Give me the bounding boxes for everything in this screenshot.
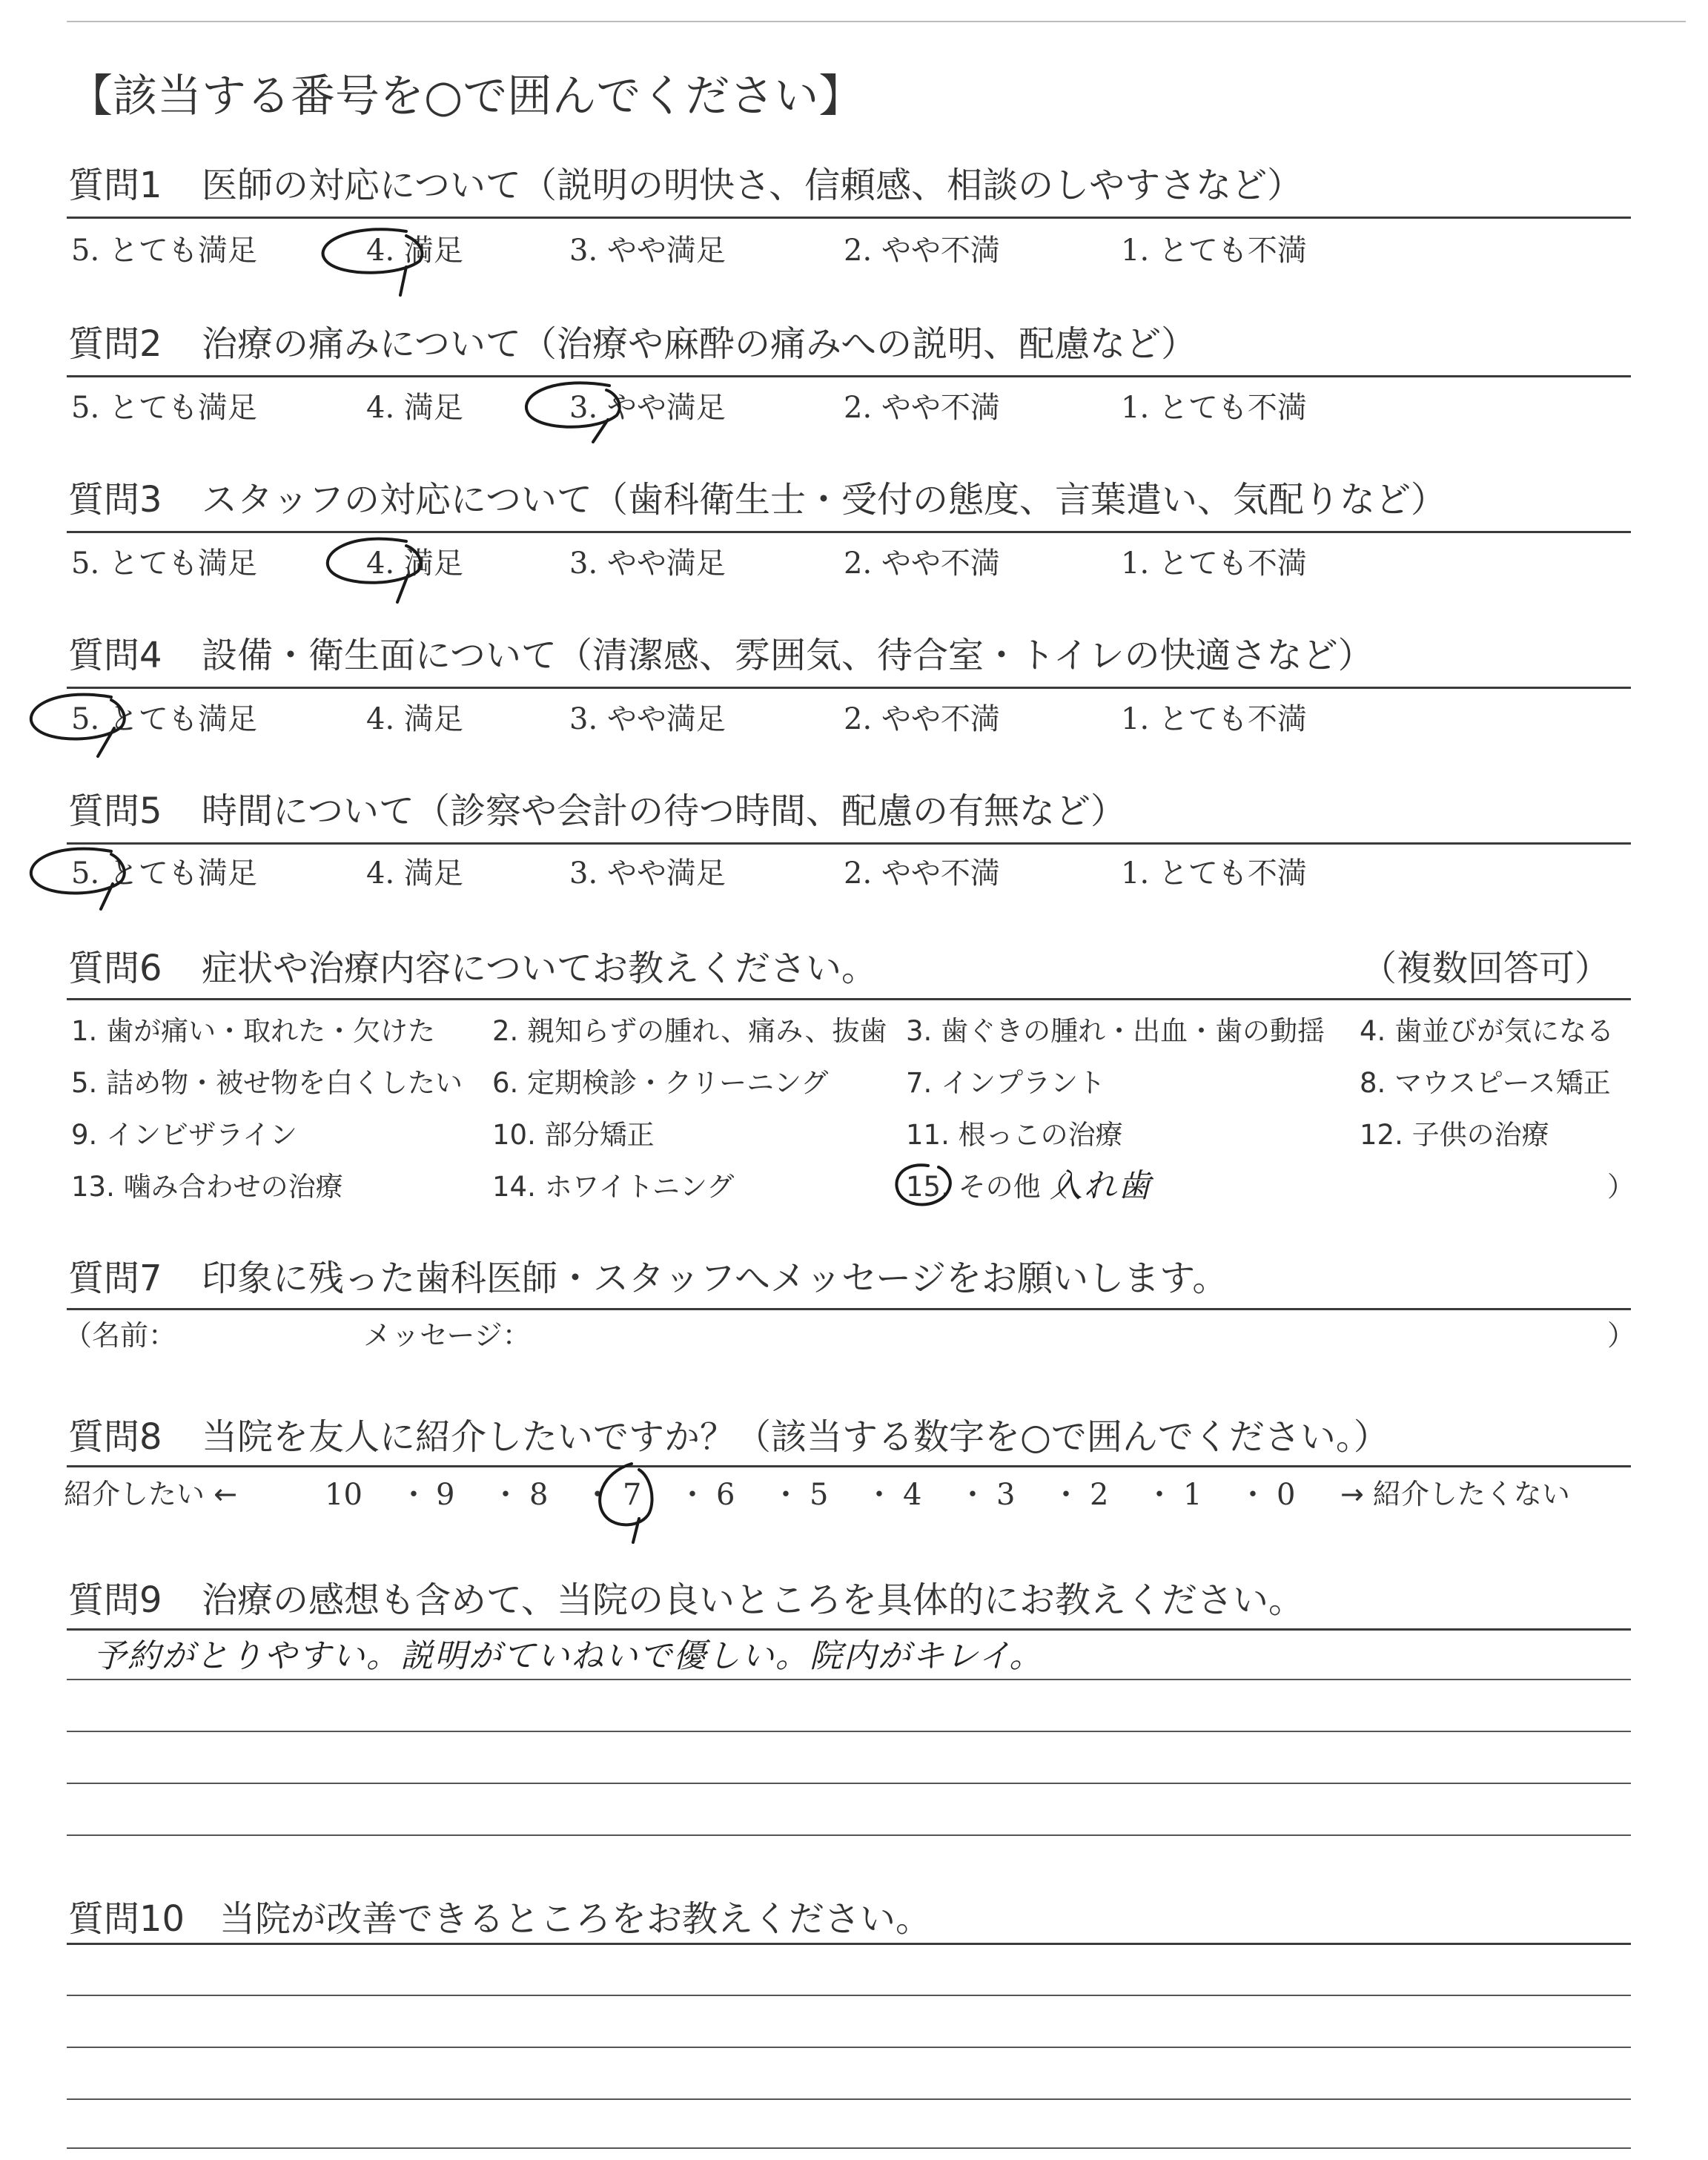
q3-option-4[interactable]: 4. 満足: [366, 546, 463, 581]
recommend-dot: ・: [678, 1478, 707, 1512]
answer-line: [67, 1679, 1631, 1680]
recommend-dot: ・: [958, 1478, 987, 1512]
q5-option-1[interactable]: 1. とても不満: [1121, 856, 1307, 891]
question-9-rule: [67, 1628, 1631, 1631]
symptom-item-13[interactable]: 13. 噛み合わせの治療: [71, 1171, 343, 1203]
symptom-other-handwritten: 入れ歯: [1050, 1167, 1152, 1205]
recommend-score-9[interactable]: 9: [436, 1478, 455, 1512]
question-6-label: 質問6: [68, 948, 162, 989]
question-8-text: 当院を友人に紹介したいですか？（該当する数字を○で囲んでください。）: [202, 1416, 1389, 1458]
question-7-text: 印象に残った歯科医師・スタッフへメッセージをお願いします。: [202, 1258, 1228, 1299]
recommend-score-5[interactable]: 5: [810, 1478, 829, 1512]
question-4-text: 設備・衛生面について（清潔感、雰囲気、待合室・トイレの快適さなど）: [202, 635, 1374, 676]
symptom-item-12[interactable]: 12. 子供の治療: [1360, 1119, 1549, 1151]
symptom-item-2[interactable]: 2. 親知らずの腫れ、痛み、抜歯: [492, 1015, 887, 1047]
symptom-item-1[interactable]: 1. 歯が痛い・取れた・欠けた: [71, 1015, 436, 1047]
question-1-rule: [67, 217, 1631, 219]
q2-option-5[interactable]: 5. とても満足: [71, 391, 257, 425]
recommend-score-8[interactable]: 8: [529, 1478, 549, 1512]
q2-option-3[interactable]: 3. やや満足: [569, 391, 726, 425]
symptom-item-5[interactable]: 5. 詰め物・被せ物を白くしたい: [71, 1067, 463, 1099]
question-5-text: 時間について（診察や会計の待つ時間、配慮の有無など）: [202, 790, 1127, 832]
answer-line: [67, 1731, 1631, 1732]
symptom-item-7[interactable]: 7. インプラント: [906, 1067, 1106, 1099]
recommend-dot: ・: [491, 1478, 520, 1512]
question-6-text: 症状や治療内容についてお教えください。: [202, 948, 878, 989]
recommend-right-label: → 紹介したくない: [1340, 1478, 1570, 1510]
recommend-dot: ・: [771, 1478, 801, 1512]
question-10-text: 当院が改善できるところをお教えください。: [219, 1898, 932, 1940]
q5-option-2[interactable]: 2. やや不満: [844, 856, 1000, 891]
question-7-label: 質問7: [68, 1258, 162, 1299]
question-5-label: 質問5: [68, 790, 162, 832]
symptom-item-15[interactable]: 15. その他（: [906, 1171, 1068, 1203]
question-9-text: 治療の感想も含めて、当院の良いところを具体的にお教えください。: [202, 1579, 1305, 1621]
recommend-dot: ・: [1238, 1478, 1268, 1512]
question-2-label: 質問2: [68, 323, 162, 365]
question-8-label: 質問8: [68, 1416, 162, 1458]
question-2-text: 治療の痛みについて（治療や麻酔の痛みへの説明、配慮など）: [202, 323, 1197, 365]
page-title: 【該当する番号を○で囲んでください】: [68, 70, 864, 122]
q1-option-5[interactable]: 5. とても満足: [71, 234, 257, 268]
question-10-rule: [67, 1943, 1631, 1945]
q1-option-1[interactable]: 1. とても不満: [1121, 234, 1307, 268]
recommend-left-label: 紹介したい ←: [64, 1478, 237, 1510]
answer-line: [67, 1995, 1631, 1996]
q5-option-4[interactable]: 4. 満足: [366, 856, 463, 891]
question-4-rule: [67, 687, 1631, 689]
q3-option-3[interactable]: 3. やや満足: [569, 546, 726, 581]
q2-option-1[interactable]: 1. とても不満: [1121, 391, 1307, 425]
answer-line: [67, 1834, 1631, 1836]
q4-option-4[interactable]: 4. 満足: [366, 702, 463, 736]
answer-line: [67, 2047, 1631, 2048]
recommend-score-1[interactable]: 1: [1183, 1478, 1202, 1512]
symptom-item-9[interactable]: 9. インビザライン: [71, 1119, 297, 1151]
q4-option-5[interactable]: 5. とても満足: [71, 702, 257, 736]
recommend-dot: ・: [399, 1478, 428, 1512]
name-field-label: （名前：: [64, 1319, 177, 1352]
symptom-item-10[interactable]: 10. 部分矯正: [492, 1119, 655, 1151]
question-3-rule: [67, 531, 1631, 533]
recommend-score-3[interactable]: 3: [996, 1478, 1016, 1512]
symptom-item-8[interactable]: 8. マウスピース矯正: [1360, 1067, 1611, 1099]
recommend-score-7[interactable]: 7: [623, 1478, 642, 1512]
recommend-score-4[interactable]: 4: [903, 1478, 922, 1512]
q1-option-2[interactable]: 2. やや不満: [844, 234, 1000, 268]
recommend-dot: ・: [1051, 1478, 1081, 1512]
question-9-label: 質問9: [68, 1579, 162, 1621]
symptom-other-close: ）: [1607, 1171, 1635, 1203]
q1-option-4[interactable]: 4. 満足: [366, 234, 463, 268]
question-3-text: スタッフの対応について（歯科衛生士・受付の態度、言葉遣い、気配りなど）: [202, 479, 1447, 521]
recommend-dot: ・: [583, 1478, 612, 1512]
question-2-rule: [67, 375, 1631, 377]
q2-option-4[interactable]: 4. 満足: [366, 391, 463, 425]
recommend-score-10[interactable]: 10: [325, 1478, 363, 1512]
question-3-label: 質問3: [68, 479, 162, 521]
symptom-item-3[interactable]: 3. 歯ぐきの腫れ・出血・歯の動揺: [906, 1015, 1325, 1047]
answer-line: [67, 2098, 1631, 2100]
question-6-rule: [67, 998, 1631, 1000]
question-10-label: 質問10: [68, 1898, 185, 1940]
recommend-score-6[interactable]: 6: [716, 1478, 735, 1512]
symptom-item-6[interactable]: 6. 定期検診・クリーニング: [492, 1067, 829, 1099]
message-close-paren: ）: [1607, 1319, 1636, 1352]
recommend-score-0[interactable]: 0: [1277, 1478, 1296, 1512]
good-points-handwritten-answer: 予約がとりやすい。説明がていねいで優しい。院内がキレイ。: [93, 1637, 1044, 1675]
q4-option-3[interactable]: 3. やや満足: [569, 702, 726, 736]
question-4-label: 質問4: [68, 635, 162, 676]
answer-line: [67, 2147, 1631, 2149]
symptom-item-11[interactable]: 11. 根っこの治療: [906, 1119, 1123, 1151]
recommend-dot: ・: [864, 1478, 894, 1512]
question-5-rule: [67, 842, 1631, 845]
q1-option-3[interactable]: 3. やや満足: [569, 234, 726, 268]
symptom-item-14[interactable]: 14. ホワイトニング: [492, 1171, 735, 1203]
question-1-label: 質問1: [68, 165, 162, 206]
question-7-rule: [67, 1308, 1631, 1310]
symptom-item-4[interactable]: 4. 歯並びが気になる: [1360, 1015, 1615, 1047]
q3-option-5[interactable]: 5. とても満足: [71, 546, 257, 581]
question-8-rule: [67, 1465, 1631, 1467]
q3-option-2[interactable]: 2. やや不満: [844, 546, 1000, 581]
question-6-note: （複数回答可）: [1361, 948, 1611, 989]
q4-option-1[interactable]: 1. とても不満: [1121, 702, 1307, 736]
q5-option-5[interactable]: 5. とても満足: [71, 856, 257, 891]
recommend-dot: ・: [1145, 1478, 1174, 1512]
q5-option-3[interactable]: 3. やや満足: [569, 856, 726, 891]
q4-option-2[interactable]: 2. やや不満: [844, 702, 1000, 736]
question-1-text: 医師の対応について（説明の明快さ、信頼感、相談のしやすさなど）: [202, 165, 1303, 206]
recommend-score-2[interactable]: 2: [1090, 1478, 1109, 1512]
message-field-label: メッセージ：: [363, 1319, 531, 1352]
q3-option-1[interactable]: 1. とても不満: [1121, 546, 1307, 581]
top-border-line: [67, 21, 1686, 22]
answer-line: [67, 1783, 1631, 1784]
q2-option-2[interactable]: 2. やや不満: [844, 391, 1000, 425]
